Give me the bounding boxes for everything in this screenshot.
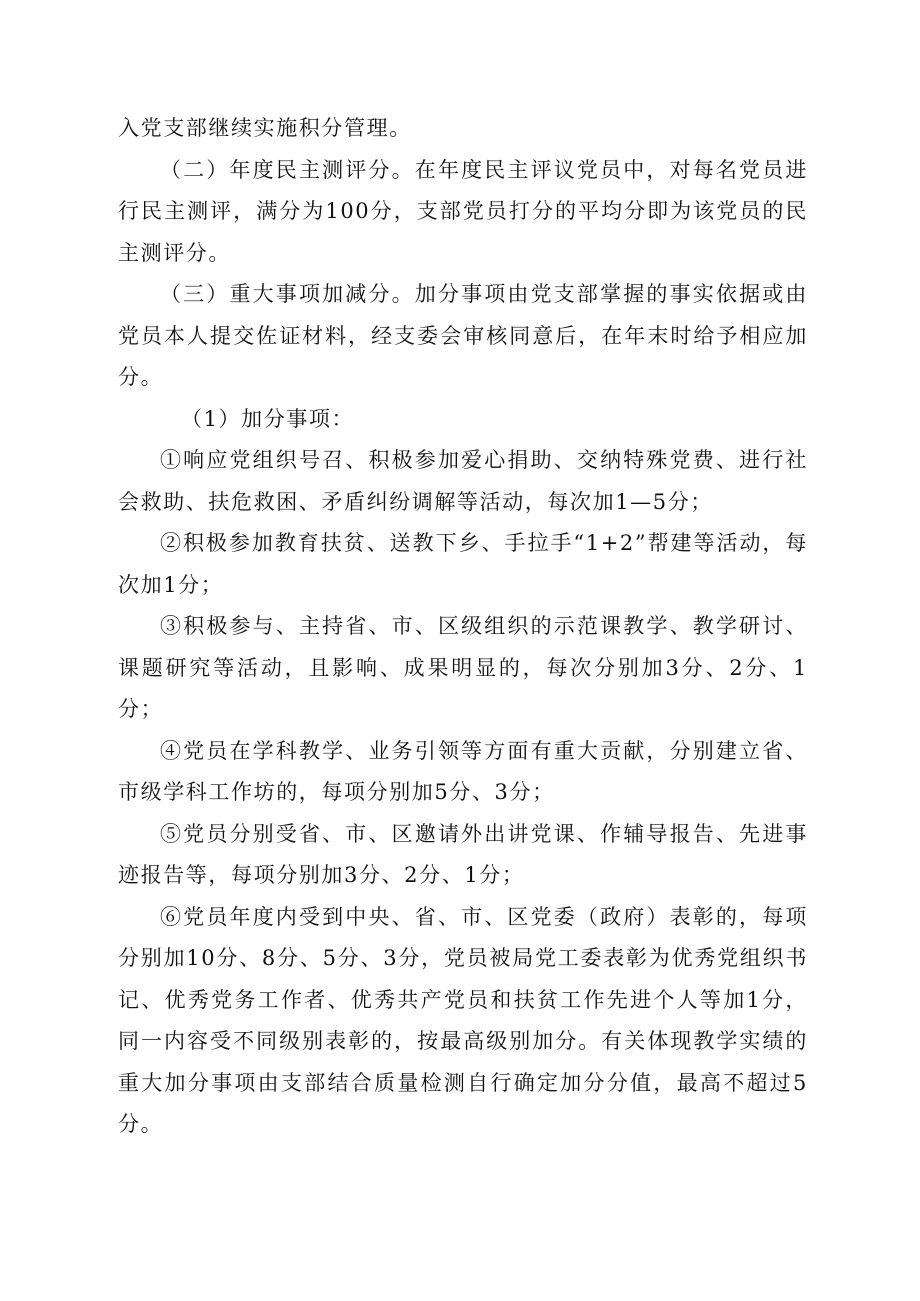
document-body (118, 108, 808, 1146)
list-item-3: ③积极参与、主持省、市、区级组织的示范课教学、教学研讨、课题研究等活动，且影响、成果明显的，每次分别加3分、2分、1分； (118, 614, 808, 721)
paragraph-bonus-items-heading: （1）加分事项： (181, 406, 355, 431)
list-item-5: ⑤党员分别受省、市、区邀请外出讲党课、作辅导报告、先进事迹报告等，每项分别加3分、2分、1分； (118, 821, 808, 887)
list-item-6: ⑥党员年度内受到中央、省、市、区党委（政府）表彰的，每项分别加10分、8分、5分、3分，党员被局党工委表彰为优秀党组织书记、优秀党务工作者、优秀共产党员和扶贫工作先进个人等加1分，同一内容受不同级别表彰的，按最高级别加分。有关体现教学实绩的重大加分事项由支部结合质量检测自行确定加分分值，最高不超过5分。 (118, 904, 808, 1136)
paragraph-democratic-evaluation: （二）年度民主测评分。在年度民主评议党员中，对每名党员进行民主测评，满分为100分，支部党员打分的平均分即为该党员的民主测评分。 (118, 157, 808, 265)
paragraph-continuation: 入党支部继续实施积分管理。 (118, 116, 412, 140)
list-item-4: ④党员在学科教学、业务引领等方面有重大贡献，分别建立省、市级学科工作坊的，每项分别加5分、3分； (118, 738, 808, 804)
paragraph-major-items: （三）重大事项加减分。加分事项由党支部掌握的事实依据或由党员本人提交佐证材料，经支委会审核同意后，在年末时给予相应加分。 (118, 282, 808, 389)
list-item-1: ①响应党组织号召、积极参加爱心捐助、交纳特殊党费、进行社会救助、扶危救困、矛盾纠纷调解等活动，每次加1—5分； (118, 448, 808, 514)
list-item-2: ②积极参加教育扶贫、送教下乡、手拉手“1+2”帮建等活动，每次加1分； (118, 531, 808, 597)
